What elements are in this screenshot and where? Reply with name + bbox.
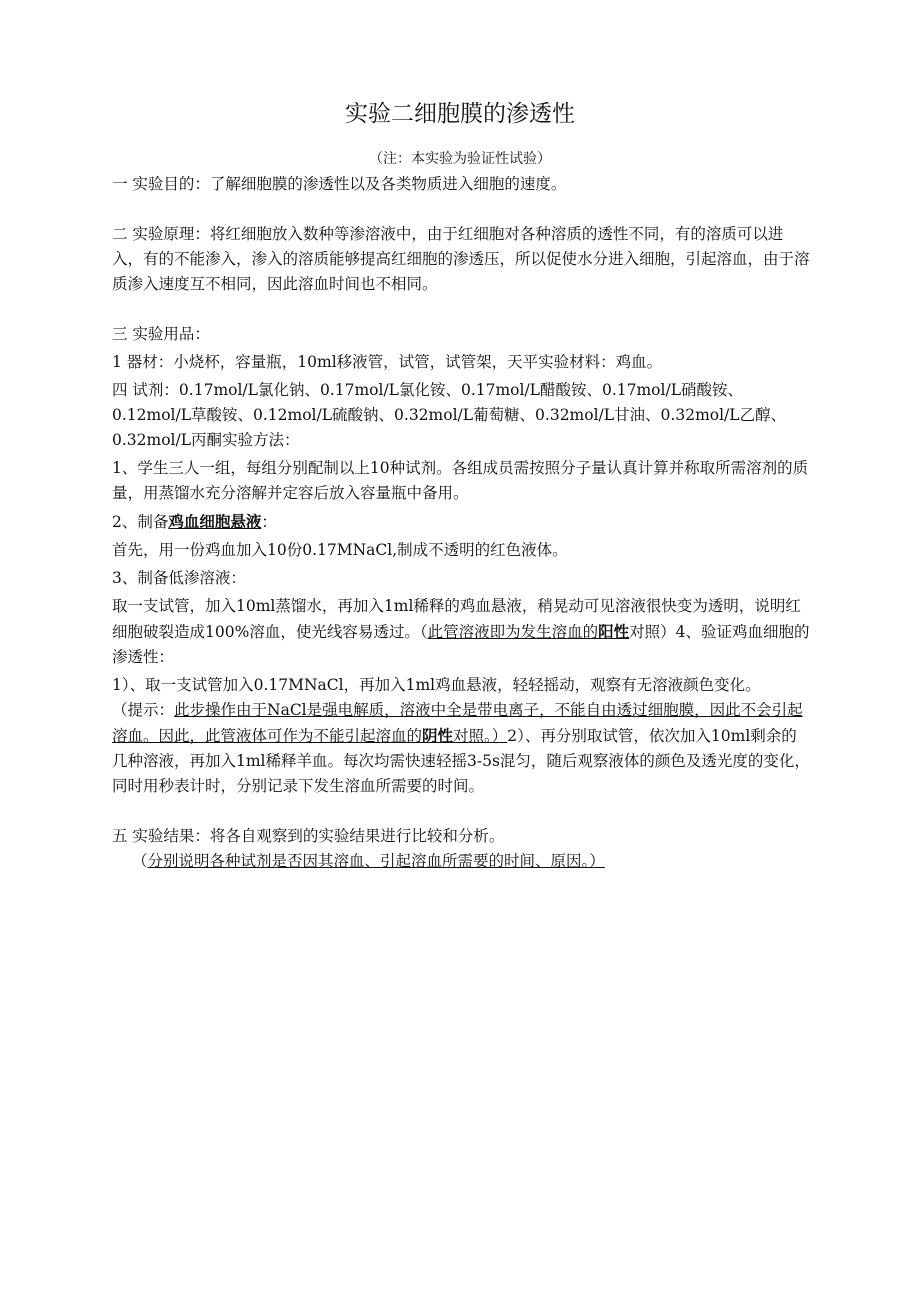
hint-paragraph: （提示：此步操作由于NaCl是强电解质，溶液中全是带电离子，不能自由透过细胞膜，因此不会引起溶血。因此，此管液体可作为不能引起溶血的阴性对照。）2）、再分别取试管，依次加入10ml剩余的几种溶液，再加入1ml稀释羊血。每次均需快速轻摇3-5s混匀，随后观察液体的颜色及透光度的变化，同时用秒表计时，分别记录下发生溶血所需要的时间。 bbox=[112, 701, 810, 795]
step-3-detail: 取一支试管，加入10ml蒸馏水，再加入1ml稀释的鸡血悬液，稍晃动可见溶液很快变为透明，说明红细胞破裂造成100%溶血，使光线容易透过。（此管溶液即为发生溶血的阳性对照）4、验证鸡血细胞的渗透性： bbox=[112, 597, 810, 666]
section-results: 五 实验结果：将各自观察到的实验结果进行比较和分析。 bbox=[112, 827, 505, 845]
page-title: 实验二细胞膜的渗透性 bbox=[345, 101, 575, 127]
step-1: 1、学生三人一组，每组分别配制以上10种试剂。各组成员需按照分子量认真计算并称取所需溶剂的质量，用蒸馏水充分溶解并定容后放入容量瓶中备用。 bbox=[112, 459, 809, 502]
section-equipment: 1 器材：小烧杯，容量瓶，10ml移液管，试管，试管架，天平实验材料：鸡血。 bbox=[112, 353, 663, 371]
experiment-note: （注：本实验为验证性试验） bbox=[369, 151, 551, 167]
step-4-1: 1）、取一支试管加入0.17MNaCl，再加入1ml鸡血悬液，轻轻摇动，观察有无溶液颜色变化。 bbox=[112, 676, 761, 694]
section-principle: 二 实验原理：将红细胞放入数种等渗溶液中，由于红细胞对各种溶质的透性不同，有的溶质可以进入，有的不能渗入，渗入的溶质能够提高红细胞的渗透压，所以促使水分进入细胞，引起溶血，由于溶质渗入速度互不相同，因此溶血时间也不相同。 bbox=[112, 225, 810, 293]
step-2: 2、制备鸡血细胞悬液： bbox=[112, 512, 277, 531]
step-3: 3、制备低渗溶液： bbox=[112, 569, 246, 587]
step-2-detail: 首先，用一份鸡血加入10份0.17MNaCl,制成不透明的红色液体。 bbox=[112, 541, 568, 559]
step-2-emphasis: 鸡血细胞悬液 bbox=[168, 512, 262, 531]
section-purpose: 一 实验目的：了解细胞膜的渗透性以及各类物质进入细胞的速度。 bbox=[112, 175, 567, 193]
document-body bbox=[112, 172, 812, 874]
section-reagents: 四 试剂：0.17mol/L氯化钠、0.17mol/L氯化铵、0.17mol/L醋酸铵、0.17mol/L硝酸铵、0.12mol/L草酸铵、0.12mol/L硫酸钠、0.32mol/L葡萄糖、0.32mol/L甘油、0.32mol/L乙醇、0.32mol/L丙酮实验方法： bbox=[112, 381, 787, 449]
section-supplies-heading: 三 实验用品： bbox=[112, 325, 210, 343]
results-hint: （分别说明各种试剂是否因其溶血、引起溶血所需要的时间、原因。） bbox=[132, 852, 605, 870]
